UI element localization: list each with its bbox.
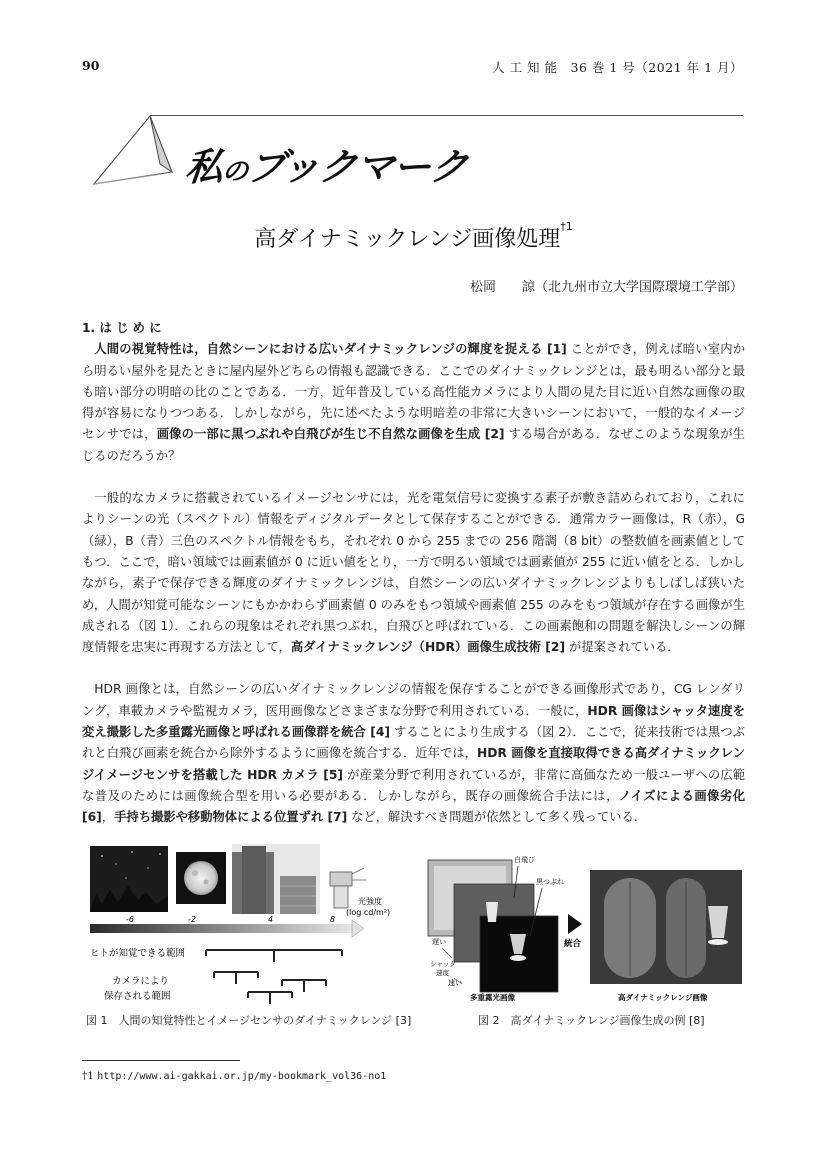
tick-label: 4 (268, 915, 274, 924)
buildings-image (232, 844, 320, 914)
banner-rule (150, 115, 743, 116)
title-footnote-mark: †1 (560, 220, 573, 233)
bookmark-banner-title: 私のブックマーク (183, 145, 470, 189)
footnote (82, 1070, 386, 1082)
slow-label: 遅い (432, 938, 446, 946)
page-fold-icon (92, 112, 176, 192)
footnote-url[interactable]: http://www.ai-gakkai.or.jp/my-bookmark_vol36-no1 (97, 1071, 387, 1082)
axis-label: 光強度 (358, 897, 382, 906)
article-body (82, 318, 745, 829)
sensor-range-brackets (214, 972, 326, 1004)
footnote-rule (82, 1060, 240, 1061)
hdr-result-image (590, 870, 742, 984)
figure-2-caption: 図 2 高ダイナミックレンジ画像生成の例 [8] (478, 1014, 705, 1027)
moon-image (176, 852, 226, 904)
footnote-mark: †1 (82, 1070, 94, 1082)
speed-label: 速度 (436, 969, 449, 977)
human-range-bracket (206, 950, 342, 962)
merge-label: 統合 (564, 939, 582, 949)
multi-exposure-label: 多重露光画像 (470, 993, 515, 1002)
journal-info: 人 工 知 能 36 巻 1 号（2021 年 1 月） (492, 60, 743, 75)
author-affiliation: 松岡 諒（北九州市立大学国際環境工学部） (469, 280, 743, 295)
white-clip-label: 白飛び (514, 856, 535, 864)
figure-1 (82, 842, 400, 1012)
black-clip-label: 黒つぶれ (536, 878, 564, 886)
tick-label: 8 (330, 915, 336, 924)
fast-label: 速い (448, 979, 462, 987)
paragraph-1: 人間の視覚特性は，自然シーンにおける広いダイナミックレンジの輝度を捉える [1] ことができ，例えば暗い室内から明るい屋外を見たときに屋内屋外どちらの情報も認識できる．ここでのダイナミックレンジとは，最も明るい部分と最も暗い部分の明暗の比のことである．一方，近年普及している高性能カメラにより人間の見た目に近い自然な画像の取得が容易になりつつある．しかしながら，先に述べたような明暗差の非常に大きいシーンにおいて，一般的なイメージセンサでは，画像の一部に黒つぶれや白飛びが生じ不自然な画像を生成 [2] する場合がある．なぜこのような現象が生じるのだろうか？ (82, 342, 745, 463)
hdr-image-label: 高ダイナミックレンジ画像 (618, 993, 708, 1002)
merge-arrow-icon (568, 914, 582, 934)
night-sky-image (90, 846, 168, 912)
shutter-label: シャッタ (430, 960, 456, 968)
figure-1-caption: 図 1 人間の知覚特性とイメージセンサのダイナミックレンジ [3] (86, 1014, 412, 1027)
paragraph-2: 一般的なカメラに搭載されているイメージセンサには，光を電気信号に変換する素子が敷き詰められており，これによりシーンの光（スペクトル）情報をディジタルデータとして保存することができる．通常カラー画像は，R（赤），G（緑），B（青）三色のスペクトル情報をもち，それぞれ 0 から 255 までの 256 階調（8 bit）の整数値を画素値としてもつ．ここで，暗い領域では画素値が 0 に近い値をとり，一方で明るい領域では画素値が 255 に近い値をとる．しかしながら，素子で保存できる輝度のダイナミックレンジは，自然シーンの広いダイナミックレンジよりもしばしば狭いため，人間が知覚可能なシーンにもかかわらず画素値 0 のみをもつ領域や画素値 255 のみをもつ領域が存在する画像が生成される（図 1）．これらの現象はそれぞれ黒つぶれ，白飛びと呼ばれている．この画素飽和の問題を解決しシーンの輝度情報を忠実に再現する方法として，高ダイナミックレンジ（HDR）画像生成技術 [2] が提案されている． (82, 491, 745, 655)
axis-unit: (log cd/m²) (346, 908, 391, 917)
sensor-range-label: カメラにより (112, 976, 170, 987)
paragraph-3: HDR 画像とは，自然シーンの広いダイナミックレンジの情報を保存することができる画像形式であり，CG レンダリング，車載カメラや監視カメラ，医用画像などさまざまな分野で利用されている．一般に，HDR 画像はシャッタ速度を変え撮影した多重露光画像と呼ばれる画像群を統合 [4] することにより生成する（図 2）．ここで，従来技術では黒つぶれと白飛び画素を統合から除外するように画像を統合する．近年では，HDR 画像を直接取得できる高ダイナミックレンジイメージセンサを搭載した HDR カメラ [5] が産業分野で利用されているが，非常に高価なため一般ユーザへの広範な普及のためには画像統合型を用いる必要がある．しかしながら，既存の画像統合手法には，ノイズによる画像劣化 [6]，手持ち撮影や移動物体による位置ずれ [7] など，解決すべき問題が依然として多く残っている． (82, 682, 745, 825)
figure-2 (426, 842, 744, 1012)
tick-label: -6 (126, 915, 134, 924)
tick-label: -2 (188, 915, 196, 924)
article-title: 高ダイナミックレンジ画像処理$^{\dagger 1}$ (254, 220, 573, 252)
page-number: 90 (82, 58, 100, 73)
section-heading: 1. は じ め に (82, 321, 162, 335)
human-range-label: ヒトが知覚できる範囲 (90, 948, 186, 959)
sensor-range-label: 保存される範囲 (104, 991, 171, 1002)
